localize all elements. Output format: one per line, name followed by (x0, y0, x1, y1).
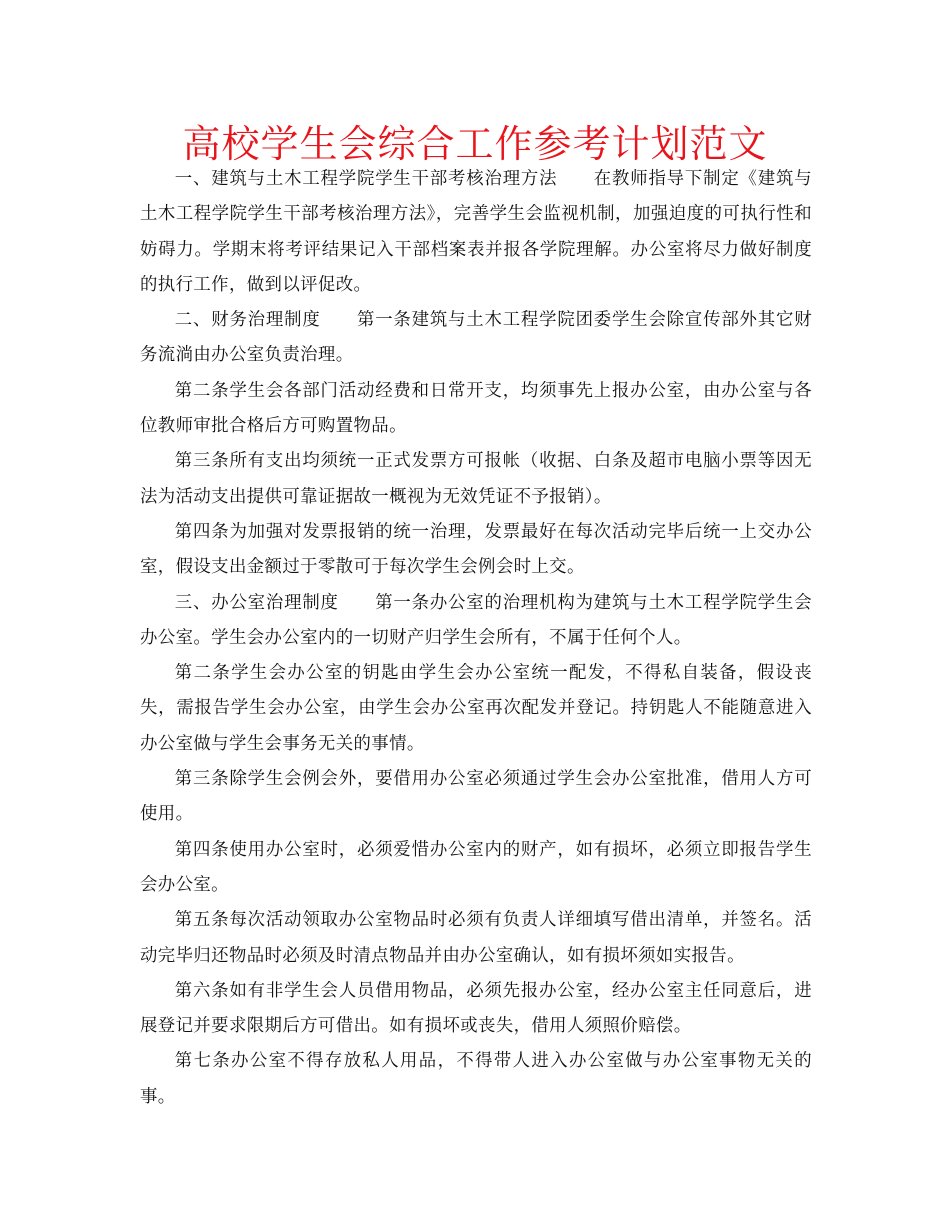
paragraph: 第二条学生会各部门活动经费和日常开支，均须事先上报办公室，由办公室与各位教师审批合格后方可购置物品。 (140, 380, 812, 437)
paragraph: 三、办公室治理制度 第一条办公室的治理机构为建筑与土木工程学院学生会办公室。学生会办公室内的一切财产归学生会所有，不属于任何个人。 (140, 592, 812, 648)
paragraph: 第二条学生会办公室的钥匙由学生会办公室统一配发，不得私自装备，假设丧失，需报告学生会办公室，由学生会办公室再次配发并登记。持钥匙人不能随意进入办公室做与学生会事务无关的事情。 (140, 663, 812, 754)
paragraph: 第四条为加强对发票报销的统一治理，发票最好在每次活动完毕后统一上交办公室，假设支出金额过于零散可于每次学生会例会时上交。 (140, 521, 812, 578)
document-body (140, 162, 812, 1115)
paragraph: 第五条每次活动领取办公室物品时必须有负责人详细填写借出清单，并签名。活动完毕归还物品时必须及时清点物品并由办公室确认，如有损坏须如实报告。 (140, 910, 812, 966)
paragraph: 二、财务治理制度 第一条建筑与土木工程学院团委学生会除宣传部外其它财务流淌由办公室负责治理。 (140, 310, 812, 366)
paragraph: 第六条如有非学生会人员借用物品，必须先报办公室，经办公室主任同意后，进展登记并要求限期后方可借出。如有损坏或丧失，借用人须照价赔偿。 (140, 980, 812, 1037)
paragraph: 第七条办公室不得存放私人用品，不得带人进入办公室做与办公室事物无关的事。 (140, 1051, 812, 1107)
paragraph: 第三条所有支出均须统一正式发票方可报帐（收据、白条及超市电脑小票等因无法为活动支出提供可靠证据故一概视为无效凭证不予报销）。 (140, 451, 812, 507)
paragraph: 一、建筑与土木工程学院学生干部考核治理方法 在教师指导下制定《建筑与土木工程学院学生干部考核治理方法》，完善学生会监视机制，加强迫度的可执行性和妨碍力。学期末将考评结果记入干部档案表并报各学院理解。办公室将尽力做好制度的执行工作，做到以评促改。 (140, 169, 812, 295)
document-title: 高校学生会综合工作参考计划范文 (182, 122, 768, 166)
paragraph: 第三条除学生会例会外，要借用办公室必须通过学生会办公室批准，借用人方可使用。 (140, 769, 812, 825)
paragraph: 第四条使用办公室时，必须爱惜办公室内的财产，如有损坏，必须立即报告学生会办公室。 (140, 839, 812, 895)
